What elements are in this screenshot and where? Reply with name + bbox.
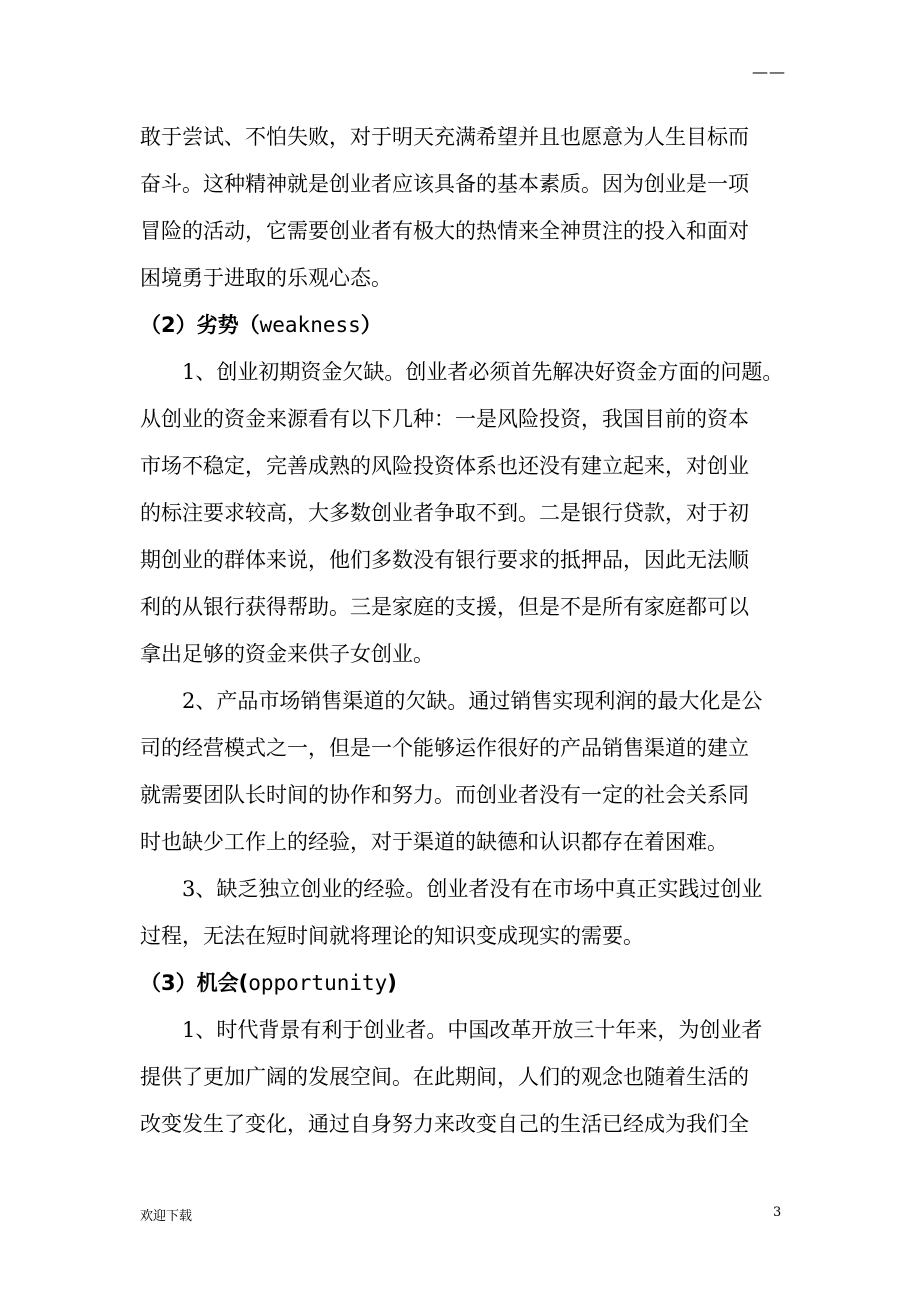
text-line: 期创业的群体来说，他们多数没有银行要求的抵押品，因此无法顺 (140, 548, 749, 572)
text-line: 拿出足够的资金来供子女创业。 (140, 642, 434, 666)
text-line: 从创业的资金来源看有以下几种：一是风险投资，我国目前的资本 (140, 407, 749, 431)
heading-suffix: ) (387, 971, 397, 995)
text-line: 1、创业初期资金欠缺。创业者必须首先解决好资金方面的问题。 (182, 360, 784, 384)
document-body (140, 114, 790, 1148)
text-line: 利的从银行获得帮助。三是家庭的支援，但是不是所有家庭都可以 (140, 595, 749, 619)
header-dash-mark: —— (752, 62, 786, 81)
section-heading-opportunity (140, 960, 790, 1007)
heading-suffix: ） (360, 313, 382, 337)
text-line: 的标注要求较高，大多数创业者争取不到。二是银行贷款，对于初 (140, 501, 749, 525)
heading-latin: weakness (259, 313, 361, 337)
text-line: 就需要团队长时间的协作和努力。而创业者没有一定的社会关系同 (140, 783, 749, 807)
heading-latin: opportunity (248, 971, 388, 995)
text-line: 3、缺乏独立创业的经验。创业者没有在市场中真正实践过创业 (182, 877, 763, 901)
footer-welcome-text: 欢迎下载 (140, 1209, 193, 1224)
text-line: 市场不稳定，完善成熟的风险投资体系也还没有建立起来，对创业 (140, 454, 749, 478)
text-line: 1、时代背景有利于创业者。中国改革开放三十年来，为创业者 (182, 1018, 763, 1042)
heading-label: （2）劣势（ (140, 313, 260, 337)
text-line: 敢于尝试、不怕失败，对于明天充满希望并且也愿意为人生目标而 (140, 125, 749, 149)
text-line: 奋斗。这种精神就是创业者应该具备的基本素质。因为创业是一项 (140, 172, 749, 196)
text-line: 冒险的活动，它需要创业者有极大的热情来全神贯注的投入和面对 (140, 219, 749, 243)
page-number: 3 (773, 1205, 782, 1220)
text-line: 提供了更加广阔的发展空间。在此期间，人们的观念也随着生活的 (140, 1065, 749, 1089)
text-line: 过程，无法在短时间就将理论的知识变成现实的需要。 (140, 924, 644, 948)
text-line: 司的经营模式之一，但是一个能够运作很好的产品销售渠道的建立 (140, 736, 749, 760)
text-line: 时也缺少工作上的经验，对于渠道的缺德和认识都存在着困难。 (140, 830, 728, 854)
section-heading-weakness (140, 302, 790, 349)
text-line: 困境勇于进取的乐观心态。 (140, 266, 392, 290)
text-line: 改变发生了变化，通过自身努力来改变自己的生活已经成为我们全 (140, 1112, 749, 1136)
text-line: 2、产品市场销售渠道的欠缺。通过销售实现利润的最大化是公 (182, 689, 763, 713)
heading-label: （3）机会( (140, 971, 249, 995)
